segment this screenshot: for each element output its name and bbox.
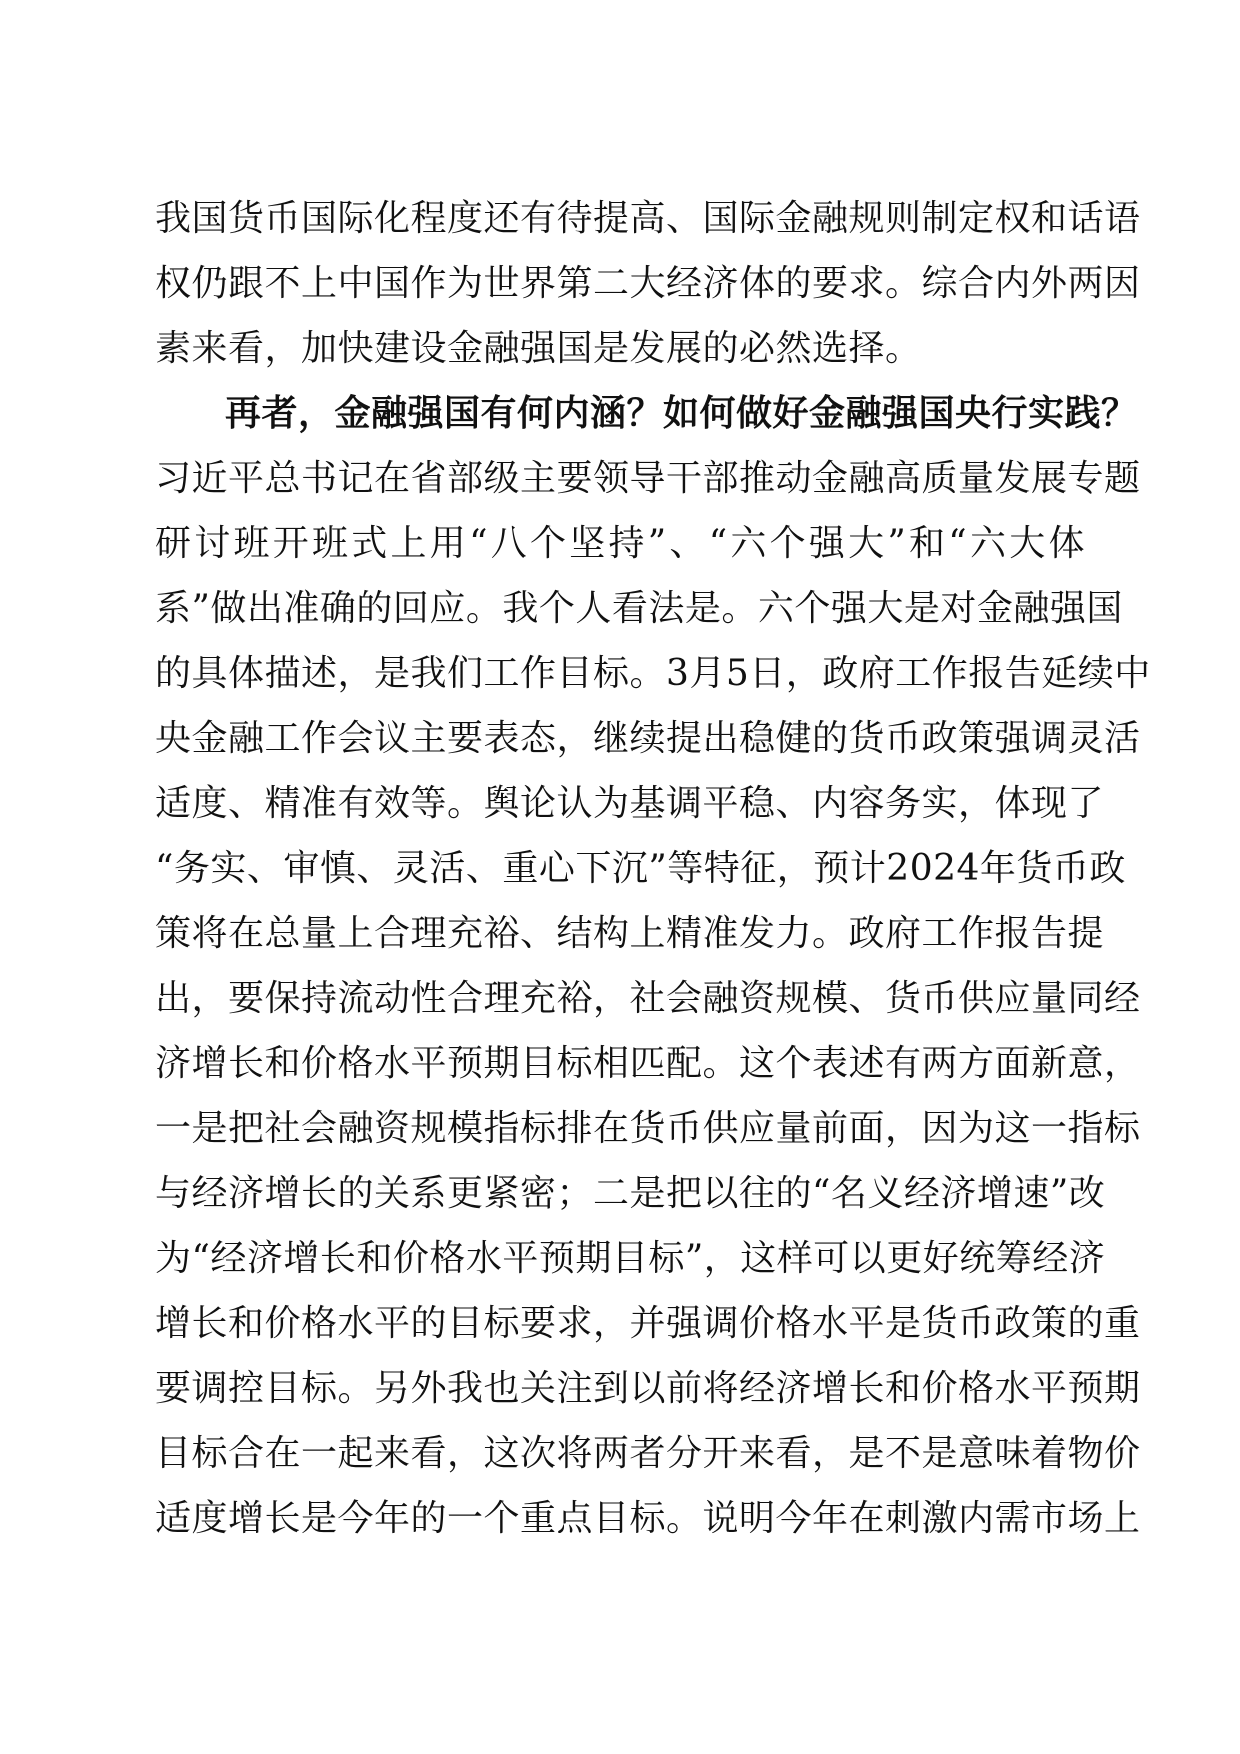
text-line: 系”做出准确的回应。我个人看法是。六个强大是对金融强国 xyxy=(155,588,1123,629)
text-line: 为“经济增长和价格水平预期目标”，这样可以更好统筹经济 xyxy=(155,1238,1106,1279)
section-heading: 再者，金融强国有何内涵？如何做好金融强国央行实践？ xyxy=(225,392,1138,434)
text-line: 目标合在一起来看，这次将两者分开来看，是不是意味着物价 xyxy=(155,1433,1141,1474)
text-line: 的具体描述，是我们工作目标。3月5日，政府工作报告延续中 xyxy=(155,653,1151,694)
text-line: 与经济增长的关系更紧密；二是把以往的“名义经济增速”改 xyxy=(155,1173,1106,1214)
text-line: 素来看，加快建设金融强国是发展的必然选择。 xyxy=(155,328,922,369)
text-line: 研讨班开班式上用“八个坚持”、“六个强大”和“六大体 xyxy=(155,523,1085,564)
text-line: 适度、精准有效等。舆论认为基调平稳、内容务实，体现了 xyxy=(155,783,1105,824)
text-line: 出，要保持流动性合理充裕，社会融资规模、货币供应量同经 xyxy=(155,978,1141,1019)
body-text xyxy=(155,186,1151,1551)
text-line: 济增长和价格水平预期目标相匹配。这个表述有两方面新意， xyxy=(155,1043,1141,1084)
text-line: 适度增长是今年的一个重点目标。说明今年在刺激内需市场上 xyxy=(155,1498,1141,1539)
text-line: 要调控目标。另外我也关注到以前将经济增长和价格水平预期 xyxy=(155,1368,1141,1409)
text-line: 习近平总书记在省部级主要领导干部推动金融高质量发展专题 xyxy=(155,458,1141,499)
text-line: “务实、审慎、灵活、重心下沉”等特征，预计2024年货币政 xyxy=(155,848,1126,889)
text-line: 策将在总量上合理充裕、结构上精准发力。政府工作报告提 xyxy=(155,913,1105,954)
text-line: 央金融工作会议主要表态，继续提出稳健的货币政策强调灵活 xyxy=(155,718,1141,759)
text-line: 权仍跟不上中国作为世界第二大经济体的要求。综合内外两因 xyxy=(155,263,1141,304)
text-line: 增长和价格水平的目标要求，并强调价格水平是货币政策的重 xyxy=(155,1303,1141,1344)
text-line: 我国货币国际化程度还有待提高、国际金融规则制定权和话语 xyxy=(155,198,1141,239)
text-line: 一是把社会融资规模指标排在货币供应量前面，因为这一指标 xyxy=(155,1108,1141,1149)
